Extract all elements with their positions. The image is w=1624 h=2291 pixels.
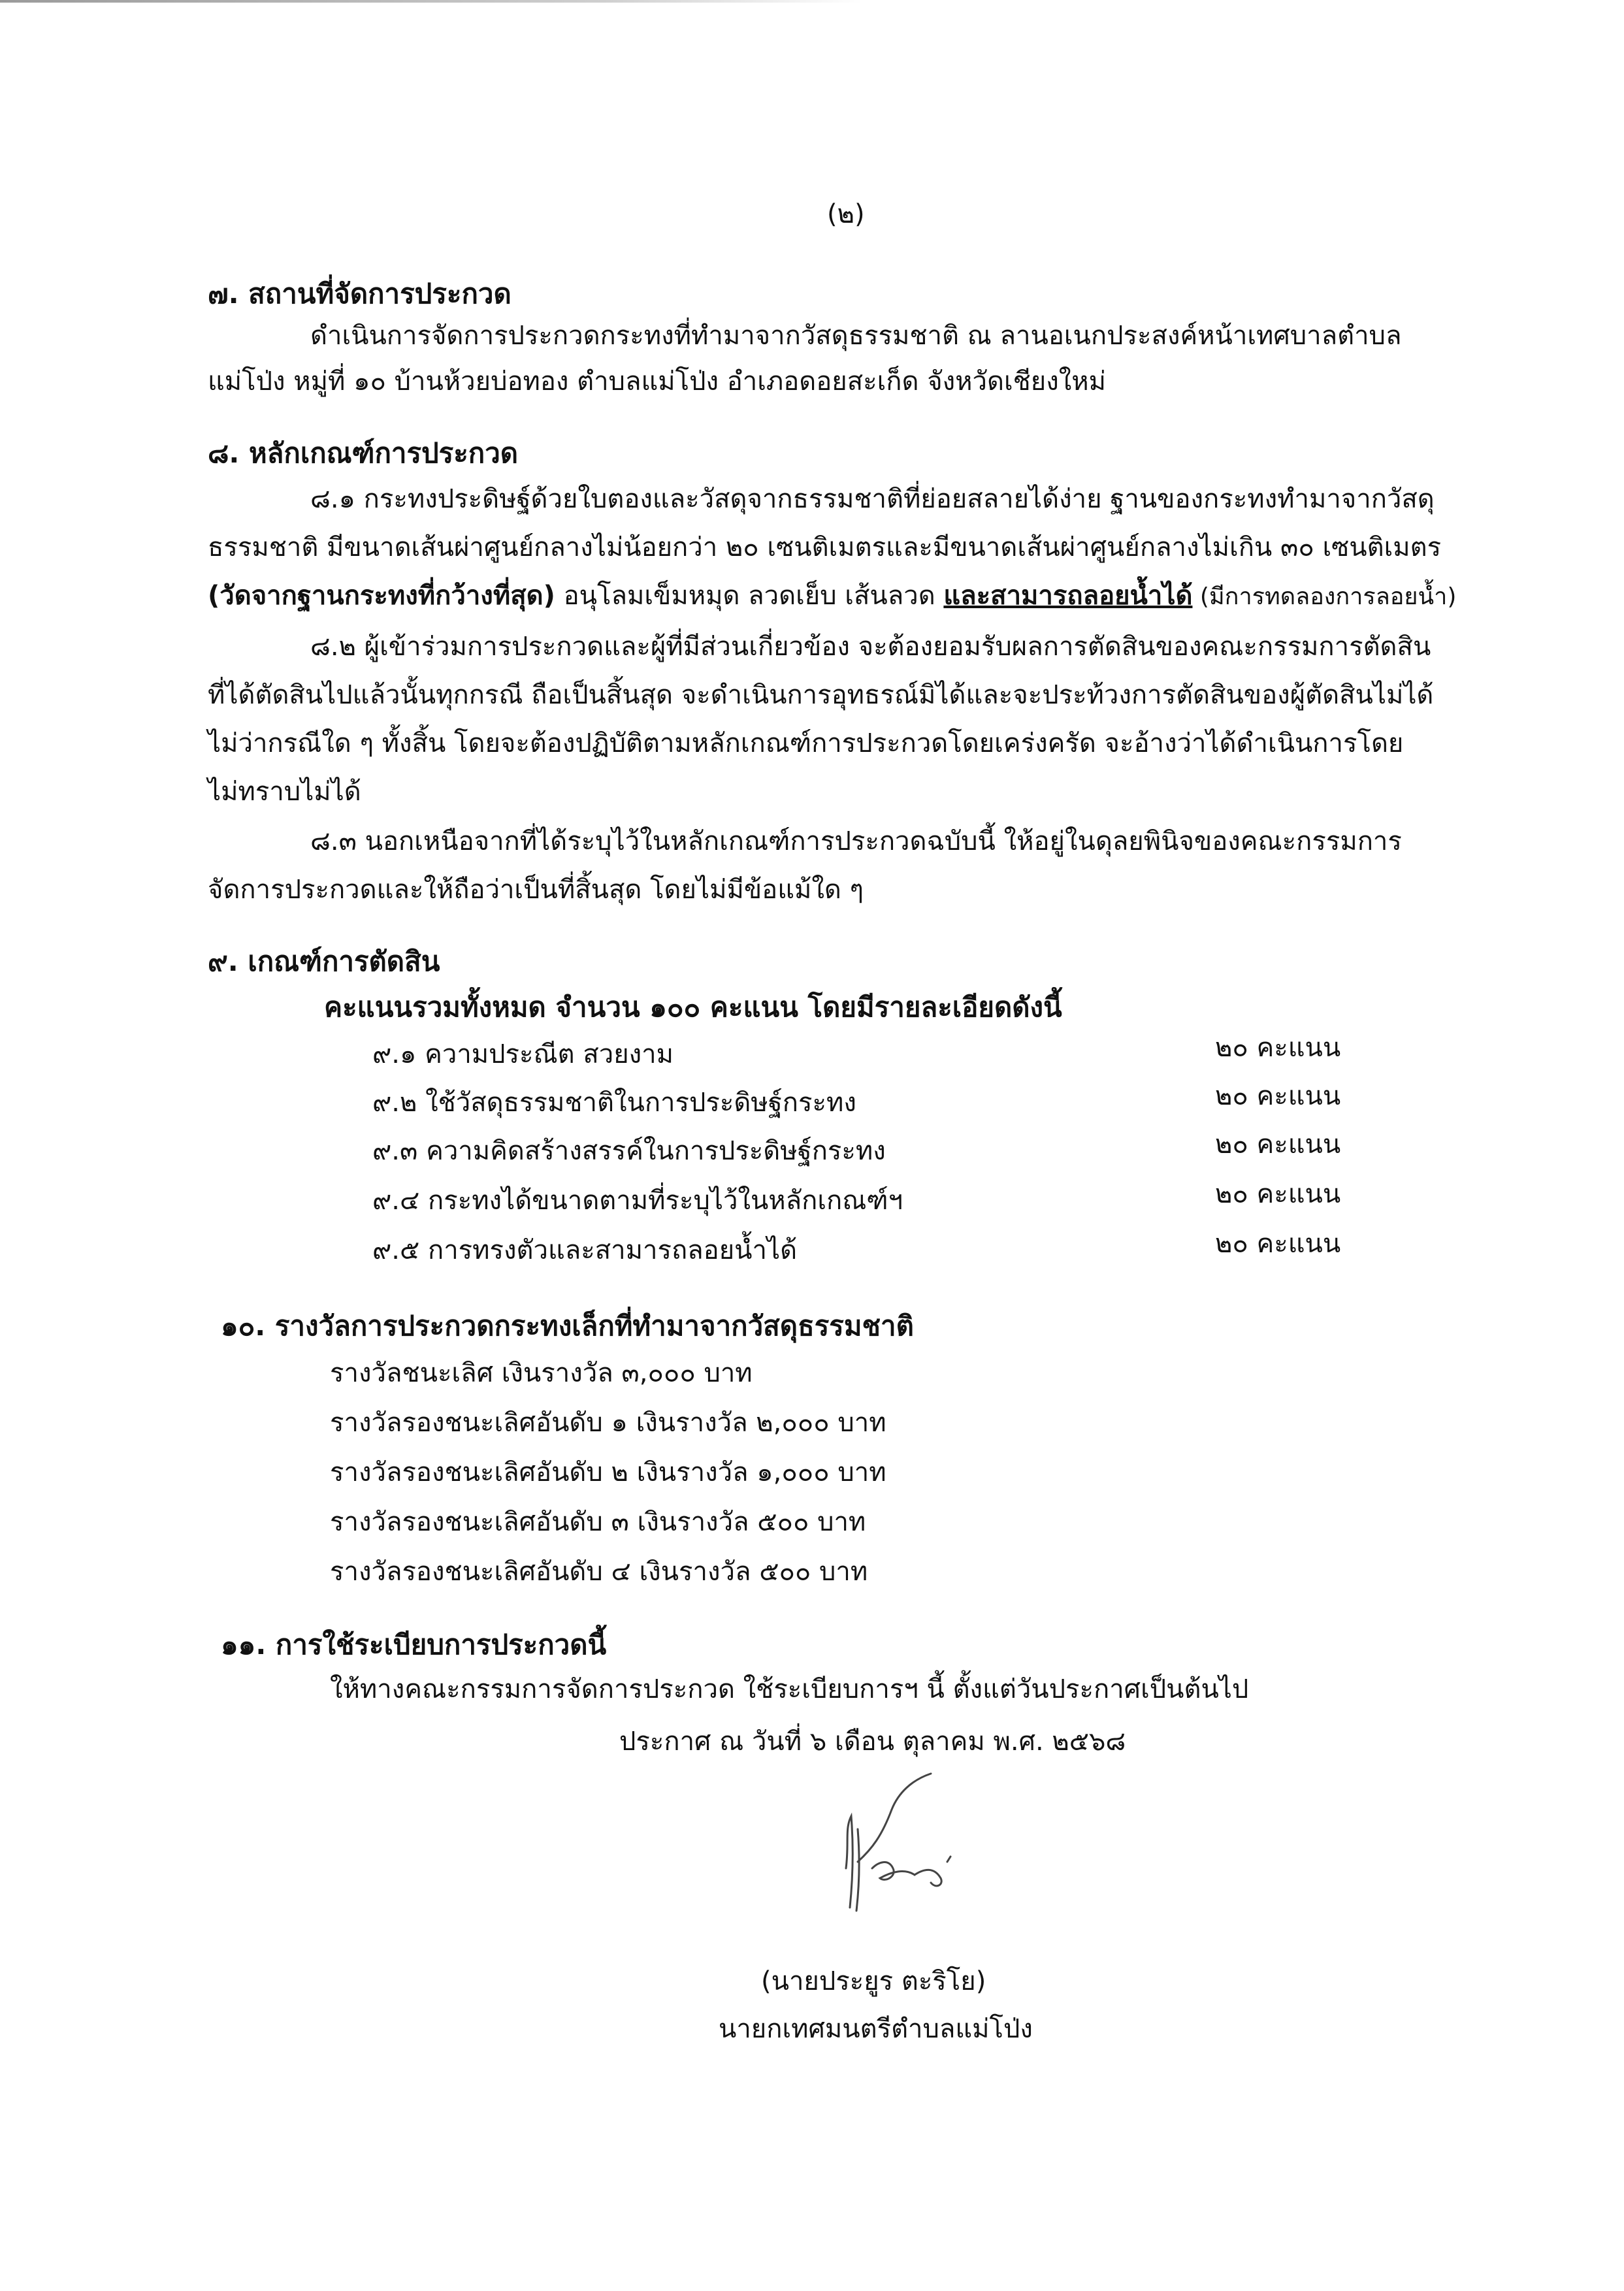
section-8-1-line-2: ธรรมชาติ มีขนาดเส้นผ่าศูนย์กลางไม่น้อยกว่า ๒๐ เซนติเมตรและมีขนาดเส้นผ่าศูนย์กลางไม่เกิน ๓๐ เซนติเมตร [208,532,1442,562]
criteria-score: ๒๐ คะแนน [1215,1179,1341,1209]
signer-name: (นายประยูร ตะริโย) [761,1966,986,1996]
section-8-1-line-1: ๘.๑ กระทงประดิษฐ์ด้วยใบตองและวัสดุจากธรรมชาติที่ย่อยสลายได้ง่าย ฐานของกระทงทำมาจากวัสดุ [310,484,1435,514]
allowance-text: อนุโลมเข็มหมุด ลวดเย็บ เส้นลวด [555,581,944,611]
criteria-score: ๒๐ คะแนน [1215,1081,1341,1111]
section-7-line-2: แม่โป่ง หมู่ที่ ๑๐ บ้านห้วยบ่อทอง ตำบลแม่โป่ง อำเภอดอยสะเก็ด จังหวัดเชียงใหม่ [208,366,1107,397]
measure-note: (วัดจากฐานกระทงที่กว้างที่สุด) [208,581,555,611]
section-8-2-line-1: ๘.๒ ผู้เข้าร่วมการประกวดและผู้ที่มีส่วนเกี่ยวข้อง จะต้องยอมรับผลการตัดสินของคณะกรรมการตัดสิน [310,632,1431,662]
section-9-subheading: คะแนนรวมทั้งหมด จำนวน ๑๐๐ คะแนน โดยมีรายละเอียดดังนี้ [324,991,1062,1023]
section-7-line-1: ดำเนินการจัดการประกวดกระทงที่ทำมาจากวัสดุธรรมชาติ ณ ลานอเนกประสงค์หน้าเทศบาลตำบล [310,321,1402,351]
scan-edge-line [0,0,862,3]
float-test-note: (มีการทดลองการลอยน้ำ) [1192,583,1457,610]
section-11-heading: ๑๑. การใช้ระเบียบการประกวดนี้ [221,1629,607,1661]
section-8-3-line-1: ๘.๓ นอกเหนือจากที่ได้ระบุไว้ในหลักเกณฑ์การประกวดฉบับนี้ ให้อยู่ในดุลยพินิจของคณะกรรมการ [310,826,1402,856]
criteria-item: ๙.๑ ความประณีต สวยงาม [372,1039,674,1069]
section-8-heading: ๘. หลักเกณฑ์การประกวด [208,437,519,469]
page-number: (๒) [827,199,865,229]
section-8-2-line-3: ไม่ว่ากรณีใด ๆ ทั้งสิ้น โดยจะต้องปฏิบัติตามหลักเกณฑ์การประกวดโดยเคร่งครัด จะอ้างว่าได้ดำเนินการโดย [208,728,1404,758]
prize-item: รางวัลรองชนะเลิศอันดับ ๔ เงินรางวัล ๕๐๐ บาท [330,1557,868,1587]
criteria-item: ๙.๔ กระทงได้ขนาดตามที่ระบุไว้ในหลักเกณฑ์ฯ [372,1186,903,1216]
section-8-1-line-3 [208,577,1456,615]
criteria-item: ๙.๒ ใช้วัสดุธรรมชาติในการประดิษฐ์กระทง [372,1088,856,1118]
criteria-score: ๒๐ คะแนน [1215,1129,1341,1160]
announcement-date: ประกาศ ณ วันที่ ๖ เดือน ตุลาคม พ.ศ. ๒๕๖๘ [619,1727,1126,1757]
section-8-3-line-2: จัดการประกวดและให้ถือว่าเป็นที่สิ้นสุด โดยไม่มีข้อแม้ใด ๆ [208,875,864,905]
prize-item: รางวัลชนะเลิศ เงินรางวัล ๓,๐๐๐ บาท [330,1358,753,1388]
section-9-heading: ๙. เกณฑ์การตัดสิน [208,945,440,977]
prize-item: รางวัลรองชนะเลิศอันดับ ๓ เงินรางวัล ๕๐๐ บาท [330,1507,866,1537]
signer-title: นายกเทศมนตรีตำบลแม่โป่ง [719,2014,1033,2044]
criteria-item: ๙.๓ ความคิดสร้างสรรค์ในการประดิษฐ์กระทง [372,1136,886,1166]
section-11-text: ให้ทางคณะกรรมการจัดการประกวด ใช้ระเบียบการฯ นี้ ตั้งแต่วันประกาศเป็นต้นไป [330,1674,1249,1704]
section-8-2-line-4: ไม่ทราบไม่ได้ [208,777,361,807]
signature [820,1770,970,1927]
prize-item: รางวัลรองชนะเลิศอันดับ ๒ เงินรางวัล ๑,๐๐๐ บาท [330,1457,886,1487]
criteria-item: ๙.๕ การทรงตัวและสามารถลอยน้ำได้ [372,1235,798,1265]
section-7-heading: ๗. สถานที่จัดการประกวด [208,278,512,310]
section-10-heading: ๑๐. รางวัลการประกวดกระทงเล็กที่ทำมาจากวัสดุธรรมชาติ [221,1310,914,1342]
section-8-2-line-2: ที่ได้ตัดสินไปแล้วนั้นทุกกรณี ถือเป็นสิ้นสุด จะดำเนินการอุทธรณ์มิได้และจะประท้วงการตัดสินของผู้ตัดสินไม่ได้ [208,680,1434,710]
criteria-score: ๒๐ คะแนน [1215,1229,1341,1259]
criteria-score: ๒๐ คะแนน [1215,1033,1341,1063]
prize-item: รางวัลรองชนะเลิศอันดับ ๑ เงินรางวัล ๒,๐๐๐ บาท [330,1408,886,1438]
float-requirement: และสามารถลอยน้ำได้ [943,581,1193,611]
